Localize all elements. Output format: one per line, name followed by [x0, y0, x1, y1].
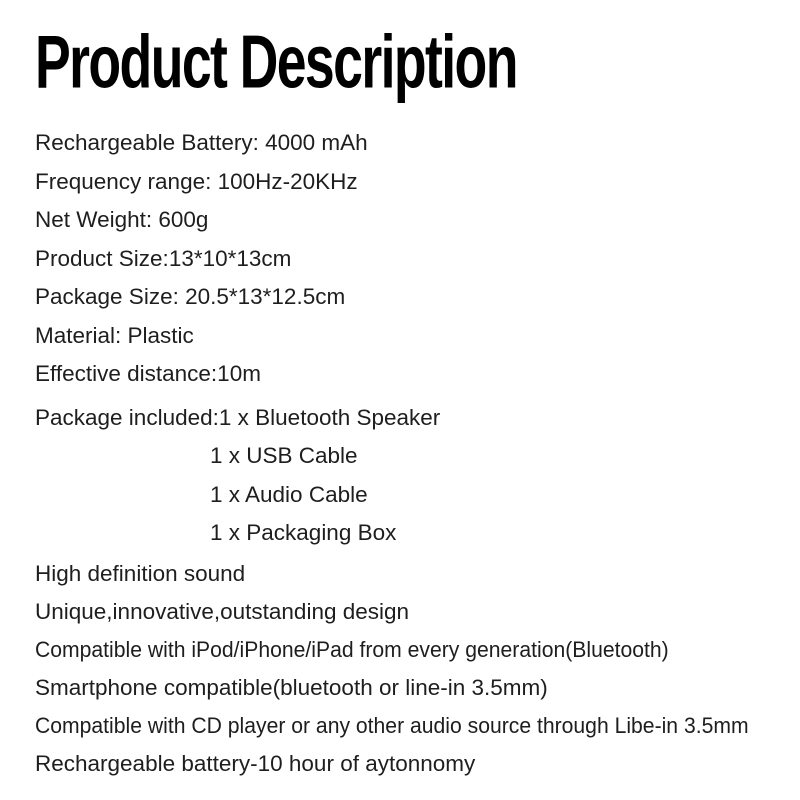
spec-frequency-range: Frequency range: 100Hz-20KHz [35, 168, 358, 194]
spec-material: Material: Plastic [35, 322, 194, 348]
feature-design: Unique,innovative,outstanding design [35, 598, 410, 624]
feature-cd-player-compatibility: Compatible with CD player or any other audio source through Libe-in 3.5mm [35, 712, 749, 738]
page-title-area [35, 20, 800, 110]
spec-list [35, 124, 800, 394]
page-title: Product Description [35, 20, 517, 105]
feature-battery-autonomy: Rechargeable battery-10 hour of aytonnomy [35, 750, 476, 776]
spec-net-weight: Net Weight: 600g [35, 207, 209, 232]
feature-list [35, 555, 800, 783]
package-item-usb-cable: 1 x USB Cable [210, 443, 358, 468]
feature-smartphone-compatibility: Smartphone compatible(bluetooth or line-in 3.5mm) [35, 674, 548, 700]
feature-ipod-compatibility: Compatible with iPod/iPhone/iPad from every generation(Bluetooth) [35, 636, 669, 662]
package-included-label: Package included: [35, 404, 219, 430]
spec-package-size: Package Size: 20.5*13*12.5cm [35, 284, 346, 309]
spec-battery: Rechargeable Battery: 4000 mAh [35, 130, 368, 155]
package-included-section [35, 399, 800, 553]
spec-product-size: Product Size:13*10*13cm [35, 245, 292, 271]
package-item-packaging-box: 1 x Packaging Box [210, 520, 397, 545]
feature-high-definition-sound: High definition sound [35, 560, 246, 586]
spec-effective-distance: Effective distance:10m [35, 361, 261, 386]
package-item-speaker: 1 x Bluetooth Speaker [218, 404, 441, 430]
package-included-first-line [35, 399, 800, 438]
package-item-audio-cable: 1 x Audio Cable [210, 481, 368, 507]
